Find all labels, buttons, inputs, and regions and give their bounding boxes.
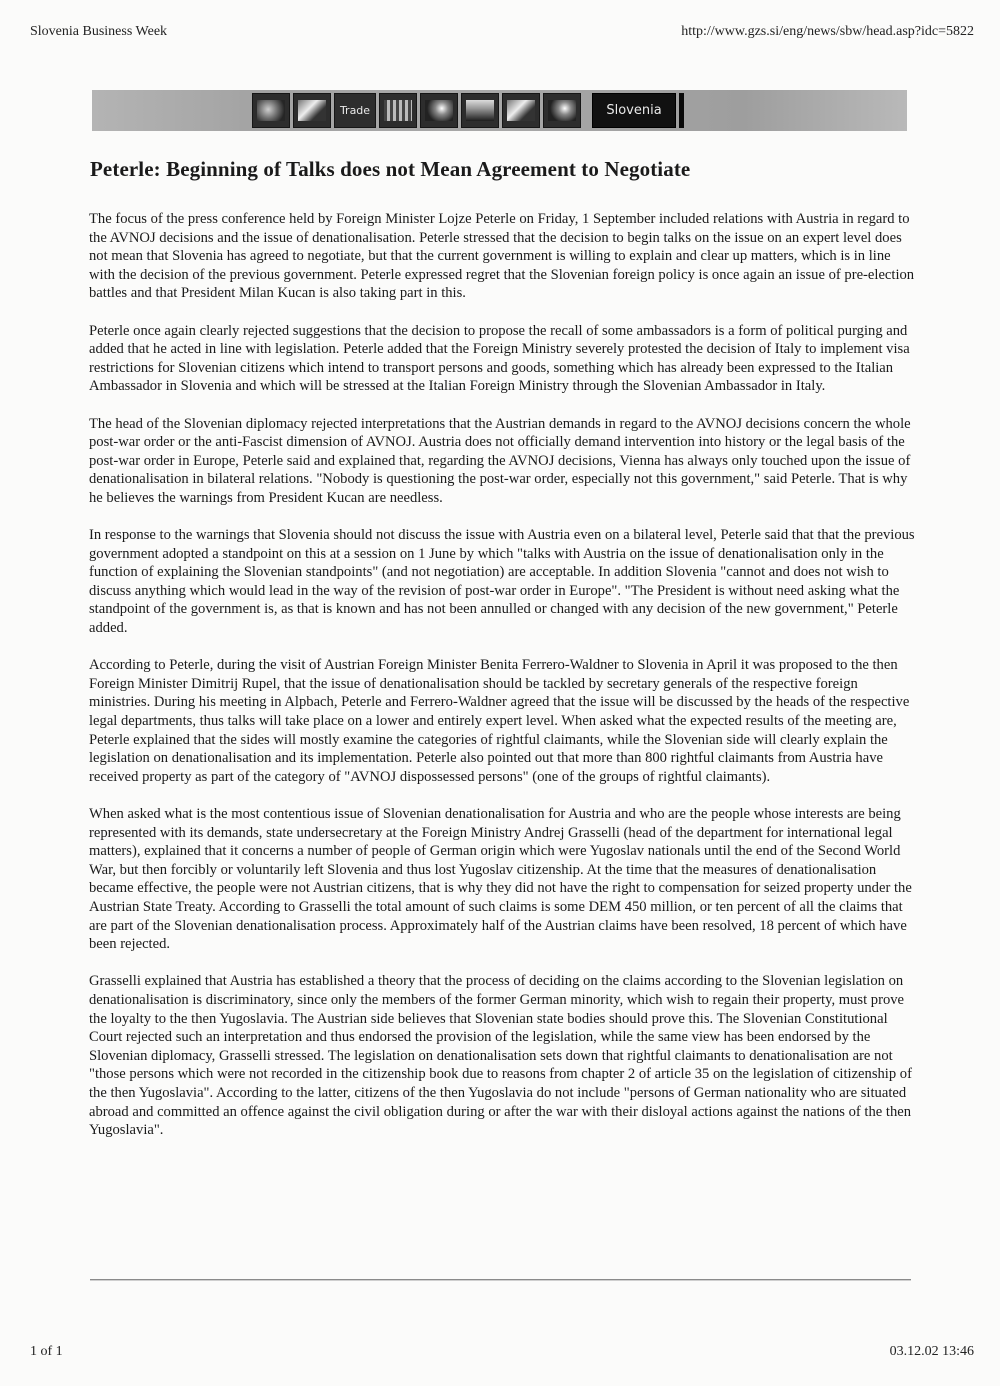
- footer-divider: [90, 1279, 911, 1281]
- banner-photo-icon: [420, 93, 458, 128]
- banner-photo-icon: [379, 93, 417, 128]
- banner-trade-tile: [334, 93, 376, 128]
- banner-photo-icon: [502, 93, 540, 128]
- article-paragraph: Grasselli explained that Austria has established a theory that the process of deciding on the claims according to the Slovenian legislation on denationalisation is discriminatory, since only the members of the former German minority, which wish to regain their property, must prove the loyalty to the then Yugoslavia. The Austrian side believes that Slovenian state bodies should prove this. The Slovenian Constitutional Court rejected such an interpretation and thus endorsed the provision of the legislation, while the same view has been endorsed by the Slovenian diplomacy, Grasselli stressed. The legislation on denationalisation sets down that rightful claimants to denationalisation are not "those persons which were not recorded in the citizenship book due to reasons from chapter 2 of article 35 on the legislation of citizenship of the then Yugoslavia". According to the latter, citizens of the then Yugoslavia do not include "persons of German nationality who are situated abroad and committed an offence against the civil obligation during or after the war with their disloyal actions against the nations of the then Yugoslavia".: [89, 973, 912, 1139]
- print-header: [30, 24, 974, 40]
- print-footer: [30, 1344, 974, 1360]
- article-title: Peterle: Beginning of Talks does not Mean Agreement to Negotiate: [90, 157, 691, 181]
- site-name: Slovenia Business Week: [30, 24, 168, 39]
- banner-brand-logo: Slovenia: [592, 93, 676, 128]
- banner-photo-icon: [461, 93, 499, 128]
- page-count: 1 of 1: [30, 1344, 63, 1359]
- banner-photo-icon: [543, 93, 581, 128]
- article-paragraph: When asked what is the most contentious issue of Slovenian denationalisation for Austria and who are the people whose interests are being represented with its demands, state undersecretary at the Foreign Ministry Andrej Grasselli (head of the department for international legal matters), explained that it concerns a number of people of German origin which were Yugoslav nationals until the end of the Second World War, but then forcibly or voluntarily left Slovenia and thus lost Yugoslav citizenship. At the time that the measures of denationalisation became effective, the people were not Austrian citizens, that is why they did not have the right to compensation for seized property under the Austrian State Treaty. According to Grasselli the total amount of such claims is some DEM 450 million, or ten percent of all the claims that are part of the Slovenian denationalisation process. Approximately half of the Austrian claims have been resolved, 18 percent of which have been rejected.: [89, 806, 912, 953]
- banner-photo-icon: [252, 93, 290, 128]
- article-paragraph: The focus of the press conference held by Foreign Minister Lojze Peterle on Friday, 1 September included relations with Austria in regard to the AVNOJ decisions and the issue of denationalisation. Peterle stressed that the decision to begin talks on the issue on an expert level does not mean that Slovenia has agreed to negotiate, but that the current government is willing to explain and clear up matters, which is in line with the decision of the previous government. Peterle expressed regret that the Slovenian foreign policy is once again an issue of pre-election battles and that President Milan Kucan is also taking part in this.: [89, 211, 915, 302]
- banner-divider: [679, 93, 684, 128]
- article-paragraph: Peterle once again clearly rejected suggestions that the decision to propose the recall of some ambassadors is a form of political purging and added that he acted in line with legislation. Peterle added that the Foreign Ministry severely protested the decision of Italy to implement visa restrictions for Slovenian citizens which intend to transport persons and goods, something which has already been expressed to the Italian Ambassador in Slovenia and which will be stressed at the Italian Foreign Ministry through the Slovenian Ambassador in Italy.: [89, 322, 910, 395]
- article-paragraph: According to Peterle, during the visit of Austrian Foreign Minister Benita Ferrero-Waldner to Slovenia in April it was proposed to the then Foreign Minister Dimitrij Rupel, that the issue of denationalisation should be tackled by secretary generals of the respective foreign ministries. During his meeting in Alpbach, Peterle and Ferrero-Waldner agreed that the issue will be discussed by the heads of the respective legal departments, thus talks will take place on a lower and entirely expert level. When asked what the expected results of the meeting are, Peterle explained that the sides will mostly examine the categories of rightful claimants, while the Slovenian side will clearly explain the legislation on denationalisation and its implementation. Peterle also pointed out that more than 800 rightful claimants from Austria have received property as part of the category of "AVNOJ dispossessed persons" (one of the groups of rightful claimants).: [89, 657, 910, 785]
- article-paragraph: In response to the warnings that Slovenia should not discuss the issue with Austria even on a bilateral level, Peterle said that that the previous government adopted a standpoint on this at a session on 1 June by which "talks with Austria on the issue of denationalisation only in the function of explaining the Slovenian standpoints" (and not negotiation) are acceptable. In addition Slovenia "cannot and does not wish to discuss anything which would lead in the way of the revision of post-war order in Europe". "The President is without need asking what the standpoint of the government is, as that is known and has not been annulled or changed with any decision of the new government," Peterle added.: [89, 527, 915, 637]
- header-banner: [92, 90, 907, 131]
- article-paragraph: The head of the Slovenian diplomacy rejected interpretations that the Austrian demands in regard to the AVNOJ decisions concern the whole post-war order or the anti-Fascist dimension of AVNOJ. Austria does not officially demand intervention into history or the legal basis of the post-war order in Europe, Peterle said and explained that, regarding the AVNOJ decisions, Vienna has always only touched upon the issue of denationalisation in bilateral relations. "Nobody is questioning the post-war order, especially not this government," said Peterle. That is why he believes the warnings from President Kucan are needless.: [89, 415, 911, 506]
- banner-photo-icon: [293, 93, 331, 128]
- article-body: [89, 210, 919, 1158]
- banner-image-strip: [252, 93, 762, 128]
- banner-trade-label: Trade: [339, 104, 371, 117]
- page-url[interactable]: http://www.gzs.si/eng/news/sbw/head.asp?idc=5822: [681, 24, 974, 39]
- print-timestamp: 03.12.02 13:46: [889, 1344, 974, 1359]
